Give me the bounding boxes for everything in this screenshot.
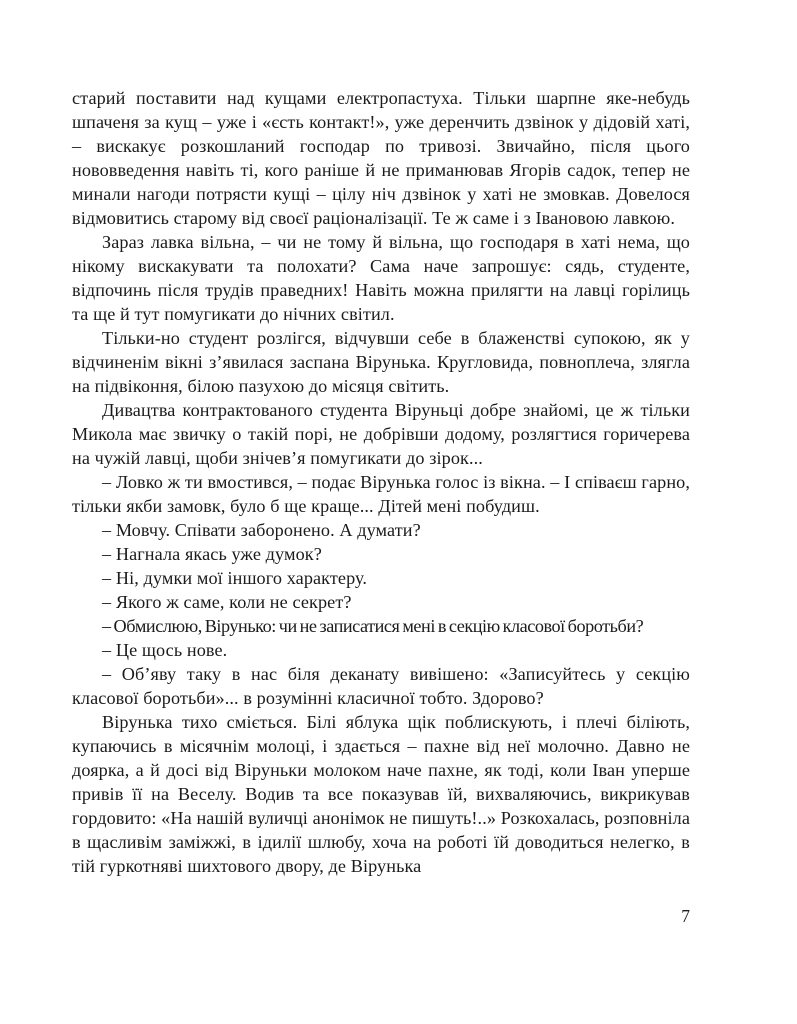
dialogue-paragraph: – Мовчу. Співати заборонено. А думати? [102, 520, 421, 540]
dialogue-paragraph: – Це щось нове. [102, 640, 228, 660]
text-paragraph: Дивацтва контрактованого студента Віруньці добре знайомі, це ж тільки Микола має звичку о такій порі, не добрівши додому, розлягтися горичерева на чужій лавці, щоби знічев’я помугикати до зірок... [72, 400, 690, 468]
dialogue-paragraph: – Обмислюю, Вірунько: чи не записатися мені в секцію класової боротьби? [102, 616, 644, 636]
dialogue-paragraph: – Нагнала якась уже думок? [102, 544, 322, 564]
text-block [72, 86, 690, 878]
dialogue-paragraph: – Ні, думки мої іншого характеру. [102, 568, 368, 588]
text-paragraph: Зараз лавка вільна, – чи не тому й вільна, що господаря в хаті нема, що нікому вискакувати та полохати? Сама наче запрошує: сядь, студенте, відпочинь після трудів праведних! Навіть можна прилягти на лавці горілиць та ще й тут помугикати до нічних світил. [72, 232, 690, 324]
text-paragraph: старий поставити над кущами електропастуха. Тільки шарпне яке-небудь шпаченя за кущ – уже і «єсть контакт!», уже деренчить дзвінок у дідовій хаті, – вискакує розкошланий господар по тривозі. Звичайно, після цього нововведення навіть ті, кого раніше й не приманював Ягорів садок, тепер не минали нагоди потрясти кущі – цілу ніч дзвінок у хаті не змовкав. Довелося відмовитись старому від своєї раціоналізації. Те ж саме і з Івановою лавкою. [72, 88, 690, 228]
dialogue-paragraph: – Якого ж саме, коли не секрет? [102, 592, 352, 612]
dialogue-paragraph: – Ловко ж ти вмостився, – подає Вірунька голос із вікна. – І співаєш гарно, тільки якби замовк, було б ще краще... Дітей мені побудиш. [72, 472, 690, 516]
page-number: 7 [681, 906, 690, 926]
text-paragraph: Тільки-но студент розлігся, відчувши себе в блаженстві супокою, як у відчиненім вікні з’явилася заспана Вірунька. Кругловида, повноплеча, злягла на підвіконня, білою пазухою до місяця світить. [72, 328, 690, 396]
text-paragraph: Вірунька тихо сміється. Білі яблука щік поблискують, і плечі біліють, купаючись в місячнім молоці, і здається – пахне від неї молочно. Давно не доярка, а й досі від Віруньки молоком наче пахне, як тоді, коли Іван уперше привів її на Веселу. Водив та все показував їй, вихваляючись, викрикував гордовито: «На нашій вуличці анонімок не пишуть!..» Розкохалась, розповніла в щасливім заміжжі, в ідилії шлюбу, хоча на роботі їй доводиться нелегко, в тій гуркотняві шихтового двору, де Вірунька [72, 712, 690, 876]
dialogue-paragraph: – Об’яву таку в нас біля деканату вивішено: «Записуйтесь у секцію класової боротьби»... в розумінні класичної тобто. Здорово? [72, 664, 690, 708]
